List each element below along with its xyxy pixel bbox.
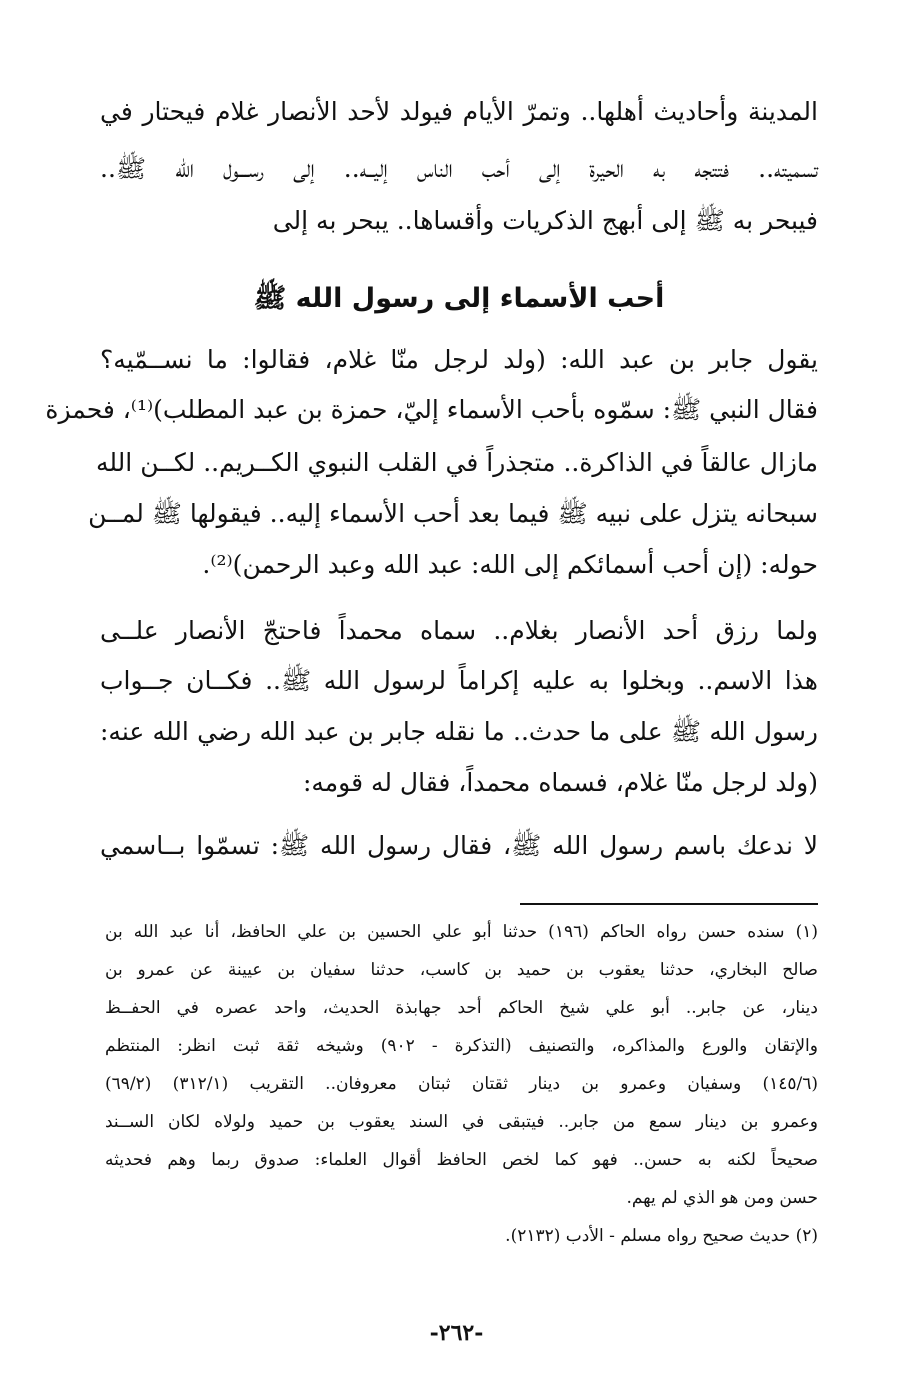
- paragraph1-line-4: سبحانه يتزل على نبيه ﷺ فيما بعد أحب الأسماء إليه.. فيقولها ﷺ لمــن: [88, 499, 818, 528]
- intro-line-3: فيبحر به ﷺ إلى أبهج الذكريات وأقساها.. يبحر به إلى: [272, 206, 818, 235]
- footnote-1-line-2: صالح البخاري، حدثنا يعقوب بن حميد بن كاسب، حدثنا سفيان بن عيينة عن عمرو بن: [105, 960, 818, 980]
- paragraph2-line-3: رسول الله ﷺ على ما حدث.. ما نقله جابر بن عبد الله رضي الله عنه:: [100, 717, 818, 746]
- paragraph1-line-3: مازال عالقاً في الذاكرة.. متجذراً في القلب النبوي الكــريم.. لكــن الله: [96, 448, 818, 477]
- footnote-separator: [520, 903, 818, 905]
- intro-line-2: تسميته.. فتتجه به الحيرة إلى أحب الناس إليــه.. إلى رســـول الله ﷺ..: [100, 154, 818, 183]
- intro-line-1: المدينة وأحاديث أهلها.. وتمرّ الأيام فيولد لأحد الأنصار غلام فيحتار في: [100, 97, 818, 126]
- footnote-2-line-1: (٢) حديث صحيح رواه مسلم - الأدب (٢١٣٢).: [505, 1226, 818, 1246]
- footnote-1-line-5: (١٤٥/٦) وسفيان وعمرو بن دينار ثقتان ثبتان معروفان.. التقريب (٣١٢/١) (٦٩/٢): [105, 1074, 818, 1094]
- footnote-1-line-1: (١) سنده حسن رواه الحاكم (١٩٦) حدثنا أبو علي الحسين بن علي الحافظ، أنا عبد الله بن: [105, 922, 818, 942]
- footnote-1-line-4: والإتقان والورع والمذاكره، والتصنيف (التذكرة - ٩٠٢) وشيخه ثقة ثبت انظر: المنتظم: [105, 1036, 818, 1056]
- footnote-1-line-8: حسن ومن هو الذي لم يهم.: [626, 1188, 818, 1208]
- footnote-1-line-3: دينار، عن جابر.. أبو علي شيخ الحاكم أحد جهابذة الحديث، واحد عصره في الحفــظ: [105, 998, 818, 1018]
- paragraph2-line-4: (ولد لرجل منّا غلام، فسماه محمداً، فقال له قومه:: [302, 768, 818, 797]
- footnote-1-line-6: وعمرو بن دينار سمع من جابر.. فيتبقى في السند يعقوب بن حميد ولولاه لكان الســند: [105, 1112, 818, 1132]
- paragraph3-line-1: لا ندعك باسم رسول الله ﷺ، فقال رسول الله ﷺ: تسمّوا بــاسمي: [100, 831, 818, 860]
- footnote-1-line-7: صحيحاً لكنه به حسن.. فهو كما لخص الحافظ أقوال العلماء: صدوق ربما وهم فحديثه: [105, 1150, 818, 1170]
- paragraph1-line-2: فقال النبي ﷺ: سمّوه بأحب الأسماء إليّ، حمزة بن عبد المطلب)⁽¹⁾، فحمزة: [45, 395, 818, 424]
- paragraph1-line-1: يقول جابر بن عبد الله: (ولد لرجل منّا غلام، فقالوا: ما نســمّيه؟: [100, 345, 818, 374]
- paragraph2-line-1: ولما رزق أحد الأنصار بغلام.. سماه محمداً فاحتجّ الأنصار علــى: [100, 616, 818, 645]
- paragraph2-line-2: هذا الاسم.. وبخلوا به عليه إكراماً لرسول الله ﷺ.. فكــان جــواب: [100, 666, 818, 695]
- section-heading: أحب الأسماء إلى رسول الله ﷺ: [253, 283, 665, 314]
- paragraph1-line-5: حوله: (إن أحب أسمائكم إلى الله: عبد الله وعبد الرحمن)⁽²⁾.: [202, 550, 818, 579]
- page-number: -٢٦٢-: [429, 1320, 484, 1346]
